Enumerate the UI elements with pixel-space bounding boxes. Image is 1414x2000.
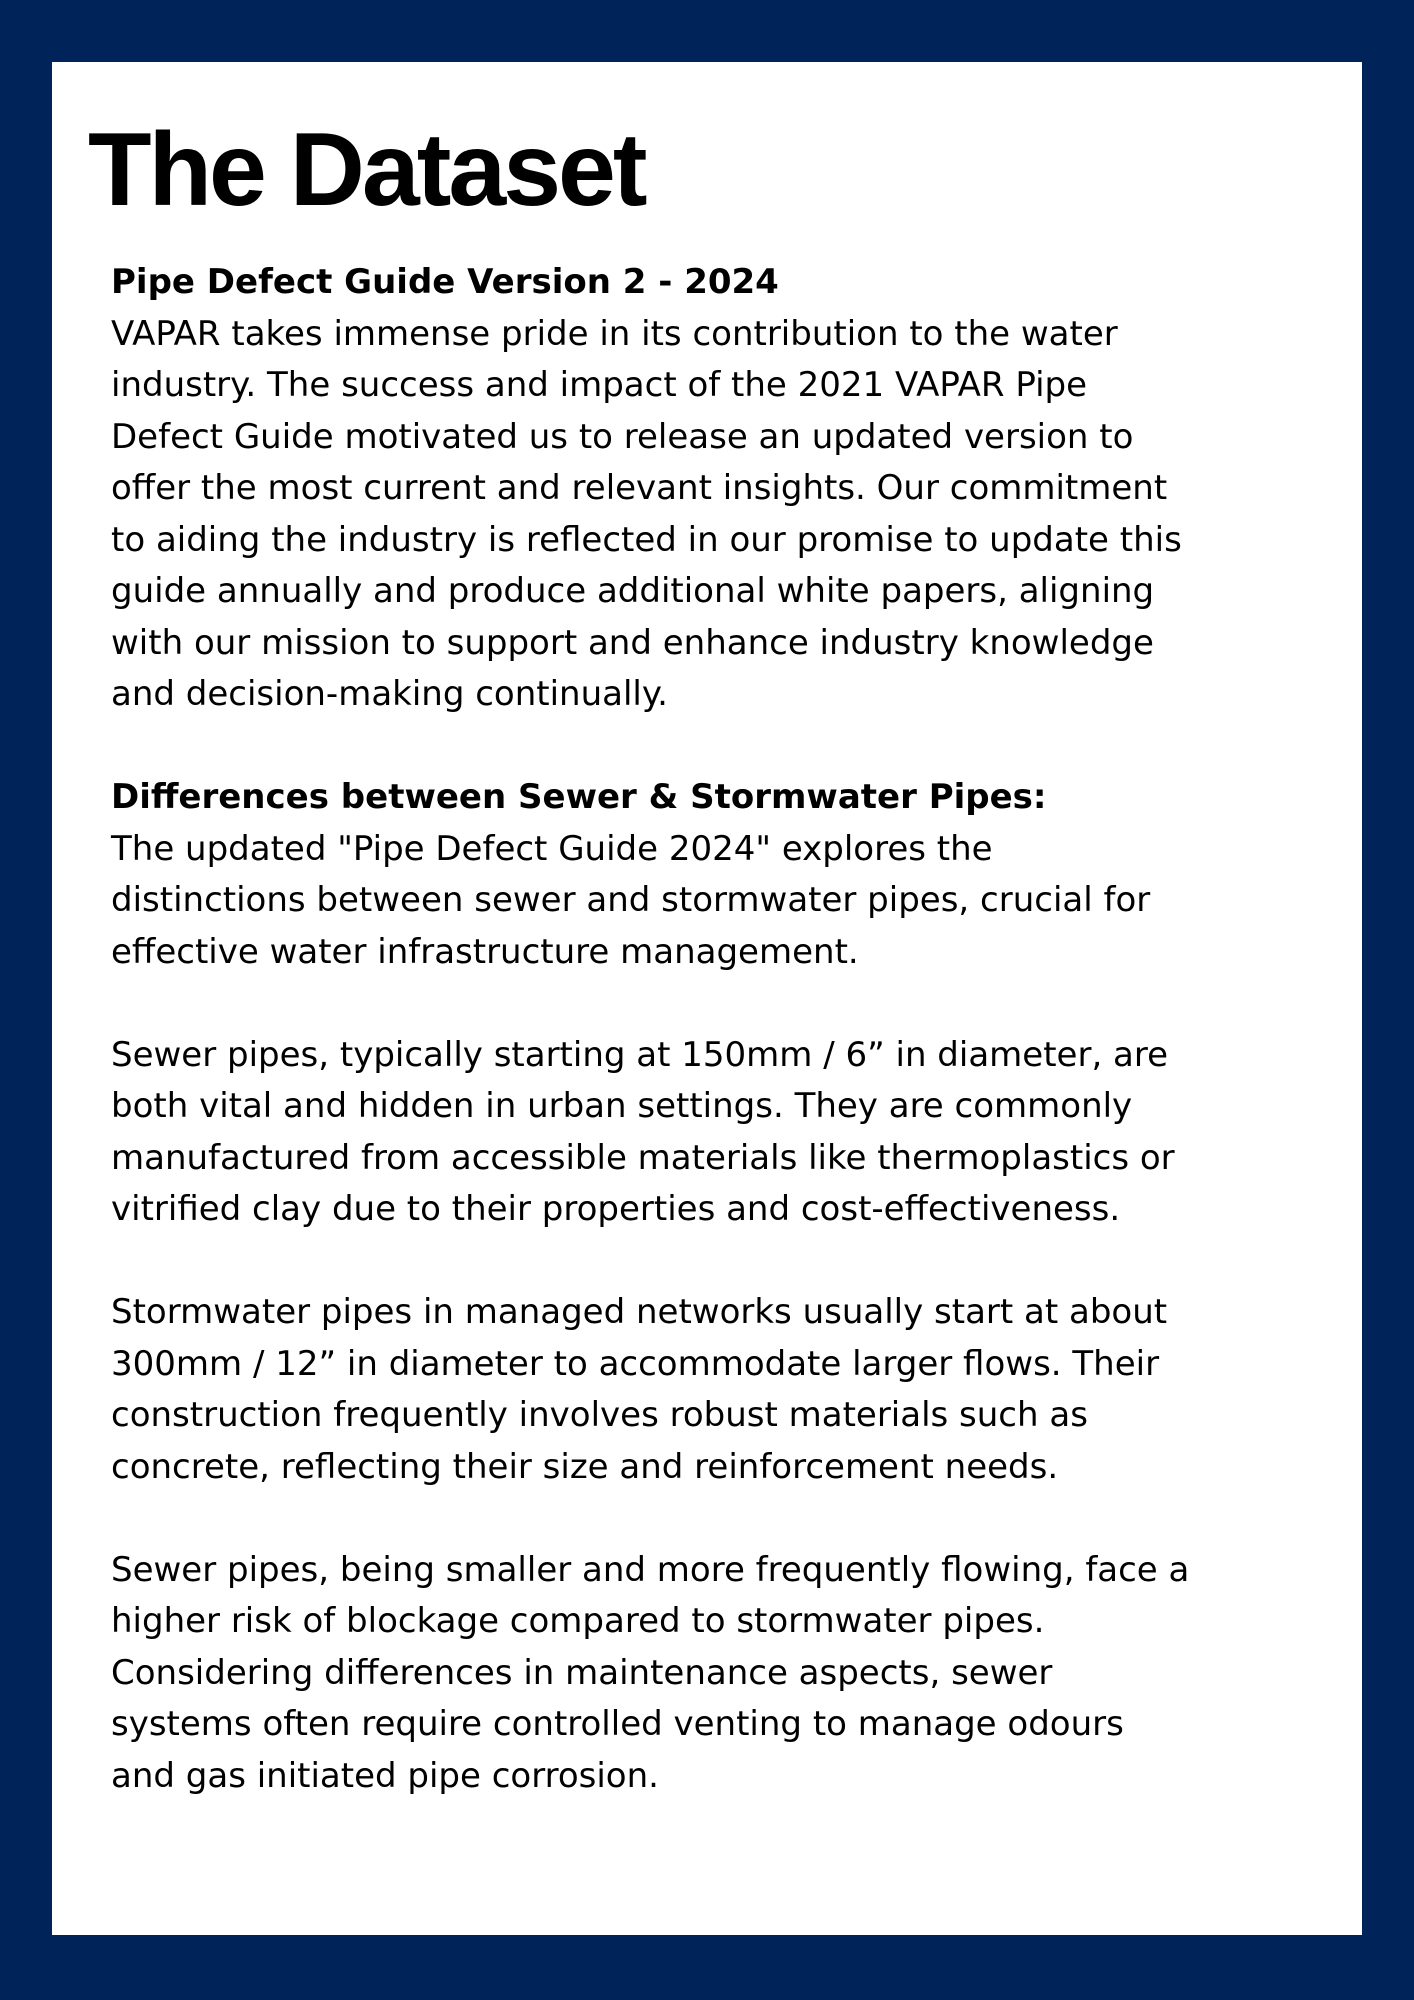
body-line: construction frequently involves robust materials such as — [111, 1395, 1088, 1435]
body-line: and gas initiated pipe corrosion. — [111, 1755, 659, 1796]
body-line: distinctions between sewer and stormwater pipes, crucial for — [111, 880, 1151, 920]
body-line: 300mm / 12” in diameter to accommodate larger flows. Their — [111, 1343, 1160, 1384]
paragraph-stormwater-pipes — [111, 1287, 1316, 1493]
section-pipe-defect-guide — [111, 257, 1316, 721]
body-line: The updated "Pipe Defect Guide 2024" explores the — [111, 828, 993, 869]
body-line: vitrified clay due to their properties and cost-effectiveness. — [111, 1189, 1121, 1229]
paragraph-maintenance — [111, 1545, 1316, 1803]
body-line: higher risk of blockage compared to stormwater pipes. — [111, 1601, 1045, 1641]
body-line: Stormwater pipes in managed networks usually start at about — [111, 1292, 1168, 1332]
body-line: effective water infrastructure management. — [111, 931, 859, 972]
body-line: guide annually and produce additional white papers, aligning — [111, 571, 1155, 611]
document-body — [111, 257, 1316, 1802]
body-line: manufactured from accessible materials like thermoplastics or — [111, 1137, 1175, 1178]
paragraph-sewer-pipes — [111, 1030, 1316, 1236]
body-line: Considering differences in maintenance aspects, sewer — [111, 1652, 1053, 1693]
body-line: and decision-making continually. — [111, 674, 668, 714]
section-sewer-stormwater-differences — [111, 772, 1316, 978]
body-line: to aiding the industry is reflected in our promise to update this — [111, 519, 1182, 560]
body-line: industry. The success and impact of the 2021 VAPAR Pipe — [111, 365, 1088, 405]
body-line: Sewer pipes, typically starting at 150mm / 6” in diameter, are — [111, 1034, 1169, 1075]
page-title: The Dataset — [88, 112, 645, 228]
body-line: VAPAR takes immense pride in its contribution to the water — [111, 313, 1118, 354]
section-heading: Pipe Defect Guide Version 2 - 2024 — [111, 262, 779, 302]
section-heading: Differences between Sewer & Stormwater Pipes: — [111, 777, 1047, 817]
body-line: concrete, reflecting their size and reinforcement needs. — [111, 1446, 1059, 1487]
body-line: systems often require controlled venting to manage odours — [111, 1704, 1124, 1744]
document-page — [52, 62, 1362, 1935]
body-line: Defect Guide motivated us to release an updated version to — [111, 416, 1134, 457]
body-line: Sewer pipes, being smaller and more frequently flowing, face a — [111, 1549, 1190, 1590]
body-line: offer the most current and relevant insights. Our commitment — [111, 468, 1168, 508]
body-line: both vital and hidden in urban settings. They are commonly — [111, 1086, 1133, 1126]
body-line: with our mission to support and enhance industry knowledge — [111, 622, 1154, 663]
